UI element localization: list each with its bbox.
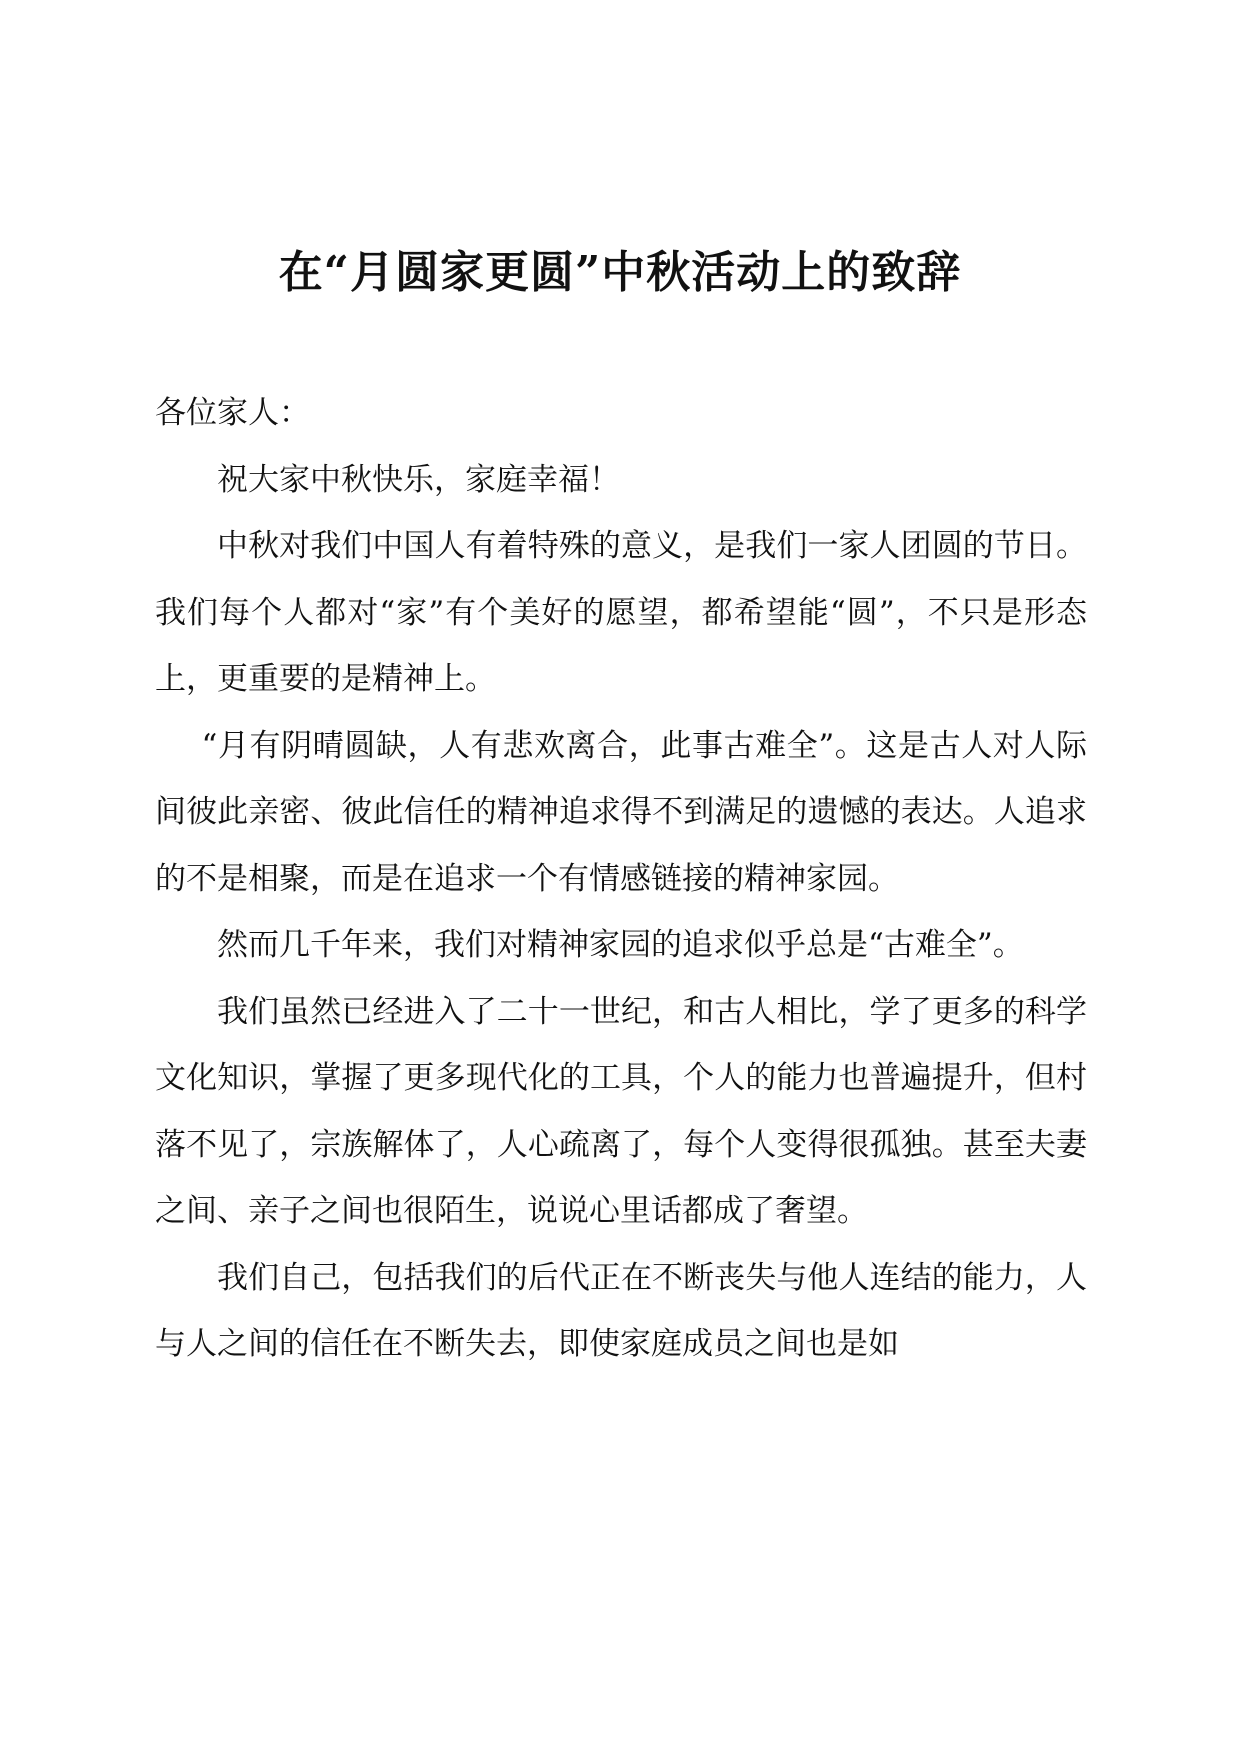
paragraph-loss: 我们自己，包括我们的后代正在不断丧失与他人连结的能力，人与人之间的信任在不断失去，即使家庭成员之间也是如 [155, 1259, 1087, 1362]
salutation: 各位家人： [155, 395, 310, 431]
paragraph-modern: 我们虽然已经进入了二十一世纪，和古人相比，学了更多的科学文化知识，掌握了更多现代化的工具，个人的能力也普遍提升，但村落不见了，宗族解体了，人心疏离了，每个人变得很孤独。甚至夫妻之间、亲子之间也很陌生，说说心里话都成了奢望。 [155, 993, 1087, 1229]
paragraph-quote: “月有阴晴圆缺，人有悲欢离合，此事古难全”。这是古人对人际间彼此亲密、彼此信任的精神追求得不到满足的遗憾的表达。人追求的不是相聚，而是在追求一个有情感链接的精神家园。 [155, 727, 1087, 897]
paragraph-meaning: 中秋对我们中国人有着特殊的意义，是我们一家人团圆的节日。我们每个人都对“家”有个美好的愿望，都希望能“圆”，不只是形态上，更重要的是精神上。 [155, 528, 1087, 697]
document-body [155, 380, 1087, 1378]
paragraph-greeting: 祝大家中秋快乐，家庭幸福！ [217, 461, 620, 498]
document-title: 在“月圆家更圆”中秋活动上的致辞 [278, 247, 962, 298]
paragraph-pursuit: 然而几千年来，我们对精神家园的追求似乎总是“古难全”。 [217, 927, 1024, 963]
